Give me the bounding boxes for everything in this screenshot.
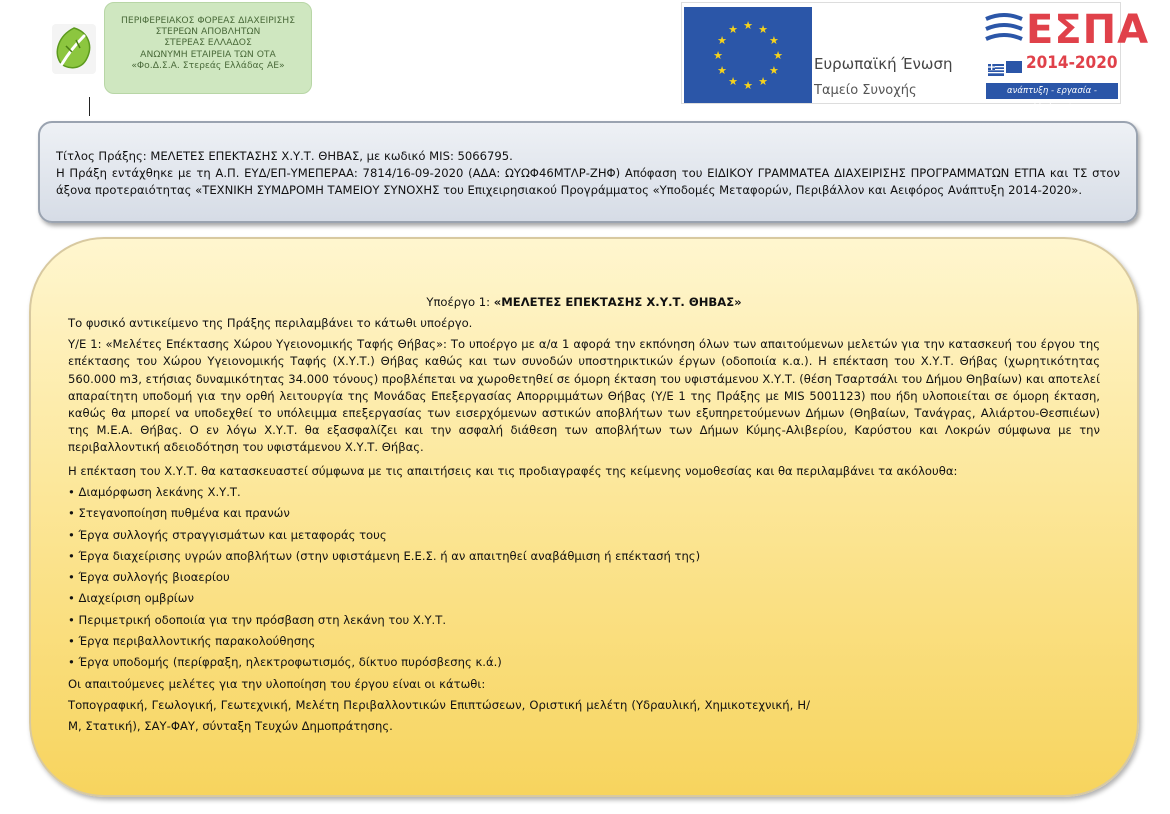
eu-espa-banner (681, 2, 1150, 112)
subproject-title-name: «ΜΕΛΕΤΕΣ ΕΠΕΚΤΑΣΗΣ Χ.Υ.Τ. ΘΗΒΑΣ» (493, 295, 742, 309)
eu-star-icon: ★ (758, 74, 768, 88)
project-approval-line: Η Πράξη εντάχθηκε με τη Α.Π. ΕΥΔ/ΕΠ-ΥΜΕΠΕΡΑΑ: 7814/16-09-2020 (ΑΔΑ: ΩΥΩΦ46ΜΤΛΡ-ΖΗΦ) Απόφαση του ΕΙΔΙΚΟΥ ΓΡΑΜΜΑΤΕΑ ΔΙΑΧΕΙΡΙΣΗΣ ΠΡΟΓΡΑΜΜΑΤΩΝ ΕΤΠΑ και ΤΣ στον άξονα προτεραιότητας «ΤΕΧΝΙΚΗ ΣΥΜΔΡΟΜΗ ΤΑΜΕΙΟΥ ΣΥΝΟΧΗΣ του Επιχειρησιακού Προγράμματος «Υποδομές Μεταφορών, Περιβάλλον και Αειφόρος Ανάπτυξη 2014-2020». (56, 166, 1120, 197)
espa-years: 2014-2020 (1026, 53, 1118, 73)
subproject-content (68, 294, 1100, 737)
text-cursor (89, 97, 90, 116)
eu-star-icon: ★ (717, 34, 727, 47)
org-name-box (104, 2, 312, 94)
eu-mini-flag-icon (1006, 61, 1022, 73)
list-item: • Διαμόρφωση λεκάνης Χ.Υ.Τ. (68, 482, 1100, 503)
eu-star-icon: ★ (773, 49, 783, 62)
subproject-title (68, 294, 1100, 311)
org-line: ΠΕΡΙΦΕΡΕΙΑΚΟΣ ΦΟΡΕΑΣ ΔΙΑΧΕΙΡΙΣΗΣ (121, 15, 295, 26)
eu-star-icon: ★ (758, 23, 768, 37)
list-item: • Έργα συλλογής βιοαερίου (68, 567, 1100, 588)
list-item: • Έργα διαχείρισης υγρών αποβλήτων (στην υφιστάμενη Ε.Ε.Σ. ή αν απαιτηθεί αναβάθμιση ή επέκτασή της) (68, 546, 1100, 567)
greek-flag-icon (988, 61, 1004, 73)
espa-logo (982, 3, 1150, 112)
project-info-box (38, 121, 1138, 223)
eu-star-icon: ★ (769, 64, 779, 77)
eu-star-icon: ★ (728, 23, 738, 37)
eu-star-icon: ★ (743, 79, 753, 92)
org-line: ΣΤΕΡΕΩΝ ΑΠΟΒΛΗΤΩΝ (155, 26, 261, 38)
espa-swoosh-icon (984, 11, 1024, 51)
list-item: • Έργα υποδομής (περίφραξη, ηλεκτροφωτισμός, δίκτυο πυρόσβεσης κ.ά.) (68, 652, 1100, 673)
description-text: Υ/Ε 1: «Μελέτες Επέκτασης Χώρου Υγειονομικής Ταφής Θήβας»: Το υποέργο με α/α 1 αφορά την εκπόνηση όλων των απαιτούμενων μελετών για την κατασκευή του έργου της επέκτασης του Χώρου Υγειονομικής Ταφής (Χ.Υ.Τ.) Θήβας καθώς και των συνοδών υποστηρικτικών έργων (οδοποιία κ.α.). Η επέκταση του Χ.Υ.Τ. Θήβας (χωρητικότητας 560.000 m3, ετήσιας δυναμικότητας 34.000 τόνους) προβλέπεται να χωροθετηθεί σε όμορη έκταση του υφιστάμενου Χ.Υ.Τ. (θέση Τσαρτσάλι του Δήμου Θηβαίων) και αποτελεί απαραίτητη υποδομή για την ορθή λειτουργία της Μονάδας Επεξεργασίας Απορριμμάτων Θήβας (Υ/Ε 1 της Πράξης με MIS 5001123) που ήδη υλοποιείται σε όμορη έκταση, καθώς θα μπορεί να υποδεχθεί το υπόλειμμα επεξεργασίας των εισερχόμενων αστικών αποβλήτων των εξυπηρετούμενων Δήμων (Θηβαίων, Τανάγρας, Αλιάρτου-Θεσπιέων) της Μ.Ε.Α. Θήβας. Ο εν λόγω Χ.Υ.Τ. θα εξασφαλίζει και την ασφαλή διάθεση των αποβλήτων των Δήμων Κύμης-Αλιβερίου, Καρύστου και Λοκρών σύμφωνα με την περιβαλλοντική αδειοδότηση του υφιστάμενου Χ.Υ.Τ. Θήβας. (68, 337, 1100, 455)
org-line: ΑΝΩΝΥΜΗ ΕΤΑΙΡΕΙΑ ΤΩΝ ΟΤΑ (140, 48, 276, 60)
list-item: • Περιμετρική οδοποιία για την πρόσβαση στη λεκάνη του Χ.Υ.Τ. (68, 610, 1100, 631)
eu-star-icon: ★ (743, 19, 753, 32)
eu-flag-icon (684, 7, 812, 103)
eu-fund-name: Ταμείο Συνοχής (814, 83, 917, 98)
list-item: • Στεγανοποίηση πυθμένα και πρανών (68, 503, 1100, 524)
eu-star-icon: ★ (769, 34, 779, 47)
list-item: • Έργα περιβαλλοντικής παρακολούθησης (68, 631, 1100, 652)
requirements-text: Η επέκταση του Χ.Υ.Τ. θα κατασκευαστεί σύμφωνα με τις απαιτήσεις και τις προδιαγραφές της κείμενης νομοθεσίας και θα περιλαμβάνει τα ακόλουθα: (68, 463, 958, 478)
eu-star-icon: ★ (717, 64, 727, 77)
eu-name: Ευρωπαϊκή Ένωση (814, 55, 953, 73)
espa-title: ΕΣΠΑ (1026, 7, 1150, 53)
list-item: • Έργα συλλογής στραγγισμάτων και μεταφοράς τους (68, 525, 1100, 546)
list-item: • Διαχείριση ομβρίων (68, 588, 1100, 609)
intro-text: Το φυσικό αντικείμενο της Πράξης περιλαμβάνει το κάτωθι υποέργο. (68, 316, 473, 330)
subproject-title-prefix: Υποέργο 1: (426, 295, 494, 309)
org-line: ΣΤΕΡΕΑΣ ΕΛΛΑΔΟΣ (164, 37, 252, 49)
org-line: «Φο.Δ.Σ.Α. Στερεάς Ελλάδας ΑΕ» (131, 59, 285, 71)
project-title-line: Τίτλος Πράξης: ΜΕΛΕΤΕΣ ΕΠΕΚΤΑΣΗΣ Χ.Υ.Τ. ΘΗΒΑΣ, με κωδικό MIS: 5066795. (56, 149, 513, 163)
espa-tagline: ανάπτυξη - εργασία - αλληλεγγύη (986, 83, 1118, 99)
eu-star-icon: ★ (713, 49, 723, 62)
eu-star-icon: ★ (728, 74, 738, 88)
works-list (68, 482, 1100, 674)
studies-list: Τοπογραφική, Γεωλογική, Γεωτεχνική, Μελέτη Περιβαλλοντικών Επιπτώσεων, Οριστική μελέτη (Υδραυλική, Χημικοτεχνική, Η/Μ, Στατική), ΣΑΥ-ΦΑΥ, σύνταξη Τευχών Δημοπράτησης. (68, 697, 810, 734)
studies-intro: Οι απαιτούμενες μελέτες για την υλοποίηση του έργου είναι οι κάτωθι: (68, 676, 486, 691)
org-leaf-logo-icon (52, 24, 96, 74)
